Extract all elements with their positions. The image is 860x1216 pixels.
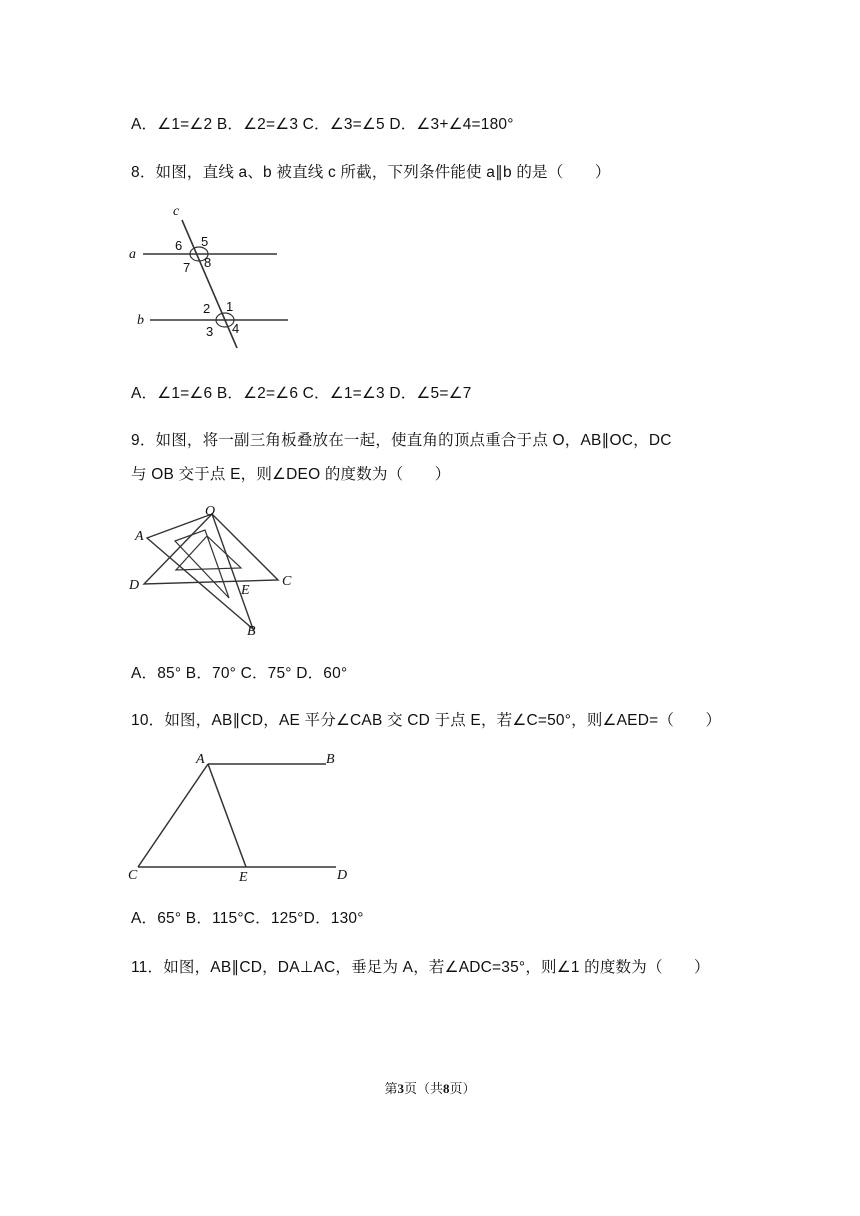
label-E: E <box>239 870 248 884</box>
q8-options: A．∠1=∠6 B．∠2=∠6 C．∠1=∠3 D．∠5=∠7 <box>131 385 472 402</box>
label-A: A <box>135 529 144 544</box>
label-O: O <box>205 504 216 519</box>
label-D: D <box>129 578 140 593</box>
segment-AC <box>138 764 208 867</box>
label-2: 2 <box>203 301 211 316</box>
q11-stem: 11．如图，AB∥CD，DA⊥AC，垂足为 A，若∠ADC=35°，则∠1 的度数为（ ） <box>131 959 710 976</box>
q9-figure <box>125 498 310 646</box>
footer-mid: 页（共 <box>403 1081 443 1096</box>
label-5: 5 <box>201 234 209 249</box>
q8-stem: 8．如图，直线 a、b 被直线 c 所截，下列条件能使 a∥b 的是（ ） <box>131 164 611 181</box>
label-3: 3 <box>206 324 214 339</box>
q9-stem-line2: 与 OB 交于点 E，则∠DEO 的度数为（ ） <box>131 466 451 483</box>
label-C: C <box>128 868 138 883</box>
label-b: b <box>137 313 144 328</box>
segment-AE <box>208 764 246 867</box>
label-8: 8 <box>204 255 212 270</box>
label-4: 4 <box>232 321 240 336</box>
q10-options: A．65° B．115°C．125°D．130° <box>131 910 364 927</box>
footer-total: 8 <box>443 1081 450 1096</box>
footer-suffix: 页） <box>449 1081 476 1096</box>
q10-figure <box>122 748 362 884</box>
label-C: C <box>282 574 292 589</box>
page-footer <box>0 1078 860 1097</box>
footer-page: 3 <box>397 1081 404 1096</box>
label-1: 1 <box>226 299 234 314</box>
label-D: D <box>337 868 348 883</box>
label-6: 6 <box>175 238 183 253</box>
label-E: E <box>241 583 250 598</box>
footer-prefix: 第 <box>384 1081 398 1096</box>
q7-options: A．∠1=∠2 B．∠2=∠3 C．∠3=∠5 D．∠3+∠4=180° <box>131 116 514 133</box>
q8-figure <box>125 200 300 355</box>
q9-options: A．85° B．70° C．75° D．60° <box>131 665 348 682</box>
label-B: B <box>247 624 256 639</box>
label-a: a <box>129 247 136 262</box>
label-7: 7 <box>183 260 191 275</box>
label-A: A <box>196 752 205 767</box>
label-c: c <box>173 204 180 219</box>
label-B: B <box>326 752 335 767</box>
q10-stem: 10．如图，AB∥CD，AE 平分∠CAB 交 CD 于点 E，若∠C=50°，则∠AED=（ ） <box>131 712 722 729</box>
small-triangle-outer <box>144 514 278 584</box>
q9-stem-line1: 9．如图，将一副三角板叠放在一起，使直角的顶点重合于点 O，AB∥OC，DC <box>131 432 672 449</box>
